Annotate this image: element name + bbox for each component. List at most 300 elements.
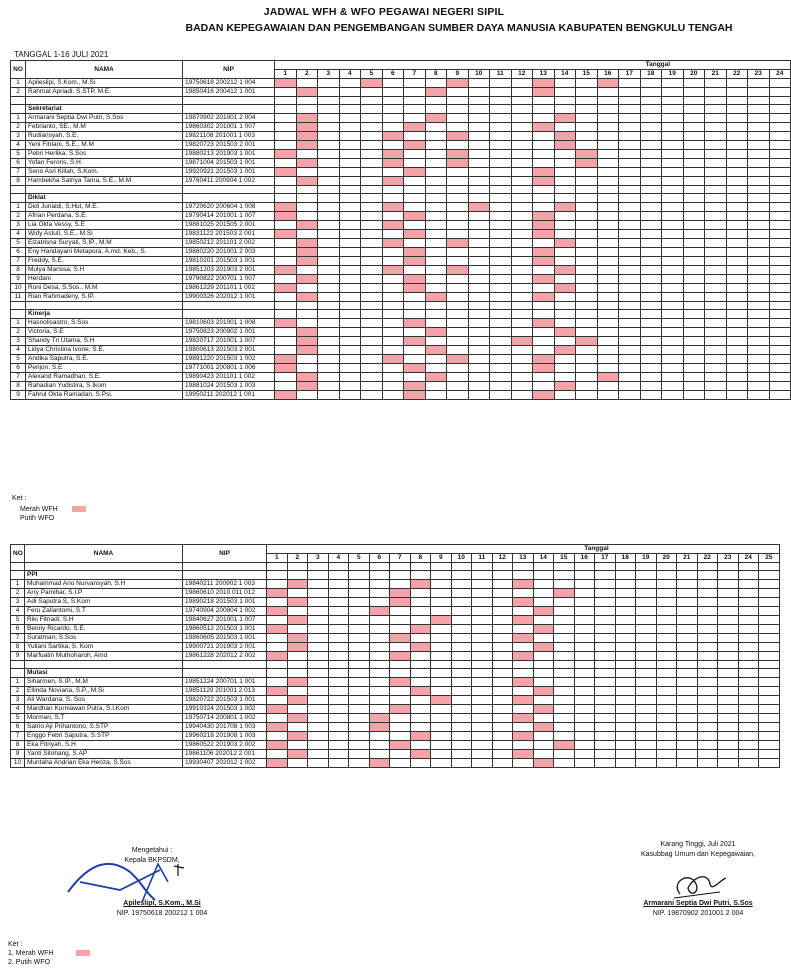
- day-cell-wfo: [759, 625, 780, 634]
- day-header: 20: [683, 70, 705, 79]
- day-cell-wfo: [490, 319, 512, 328]
- day-cell-wfo: [619, 293, 641, 302]
- day-cell-wfh: [533, 607, 554, 616]
- day-cell-wfo: [308, 750, 329, 759]
- table-row: [11, 759, 780, 768]
- day-cell-wfo: [296, 203, 318, 212]
- day-cell-wfo: [472, 732, 493, 741]
- day-cell-wfh: [513, 750, 534, 759]
- day-cell-wfo: [431, 750, 452, 759]
- day-cell-wfo: [619, 177, 641, 186]
- day-cell: [339, 186, 361, 194]
- day-cell-wfo: [468, 257, 490, 266]
- day-cell: [404, 105, 426, 114]
- day-cell-wfh: [390, 652, 411, 661]
- day-cell-wfo: [468, 159, 490, 168]
- day-cell: [472, 669, 493, 678]
- day-cell-wfo: [382, 382, 404, 391]
- day-cell-wfo: [296, 212, 318, 221]
- day-cell-wfh: [287, 696, 308, 705]
- day-cell-wfh: [267, 759, 288, 768]
- day-cell-wfo: [597, 257, 619, 266]
- day-cell-wfo: [308, 705, 329, 714]
- day-header: 21: [705, 70, 727, 79]
- day-cell-wfo: [490, 168, 512, 177]
- day-cell-wfo: [738, 759, 759, 768]
- row-number: 8: [11, 177, 26, 186]
- day-cell-wfo: [339, 373, 361, 382]
- day-cell-wfo: [554, 123, 576, 132]
- day-cell-wfo: [662, 364, 684, 373]
- day-cell-wfo: [318, 248, 340, 257]
- day-cell-wfo: [472, 714, 493, 723]
- day-cell: [296, 194, 318, 203]
- day-cell-wfh: [513, 580, 534, 589]
- table-row: [11, 319, 791, 328]
- day-cell-wfo: [287, 759, 308, 768]
- day-cell-wfo: [769, 79, 791, 88]
- day-cell: [267, 669, 288, 678]
- day-cell-wfo: [472, 652, 493, 661]
- day-cell: [574, 563, 595, 571]
- employee-name: Lia Okta Vessy, S.E: [26, 221, 183, 230]
- employee-name: Elzatrisna Suryati, S.IP., M.M: [26, 239, 183, 248]
- day-cell-wfo: [640, 159, 662, 168]
- day-cell-wfo: [318, 239, 340, 248]
- day-cell-wfo: [683, 319, 705, 328]
- day-cell-wfo: [576, 132, 598, 141]
- day-cell: [339, 310, 361, 319]
- day-cell: [390, 669, 411, 678]
- day-cell-wfo: [511, 88, 533, 97]
- day-cell-wfo: [662, 79, 684, 88]
- day-cell-wfo: [410, 741, 431, 750]
- day-cell-wfh: [554, 328, 576, 337]
- day-cell-wfo: [492, 687, 513, 696]
- day-cell: [382, 194, 404, 203]
- day-cell-wfo: [404, 346, 426, 355]
- day-cell-wfo: [619, 79, 641, 88]
- day-cell-wfo: [472, 643, 493, 652]
- employee-name: Rian Rahmadeny, S.IP.: [26, 293, 183, 302]
- day-cell-wfo: [490, 150, 512, 159]
- day-cell-wfo: [554, 355, 576, 364]
- day-cell-wfo: [748, 355, 770, 364]
- day-cell: [339, 194, 361, 203]
- day-cell-wfo: [328, 643, 349, 652]
- day-cell-wfo: [576, 212, 598, 221]
- day-cell: [533, 563, 554, 571]
- day-cell-wfo: [328, 580, 349, 589]
- day-cell-wfo: [662, 239, 684, 248]
- day-cell-wfo: [662, 168, 684, 177]
- day-cell-wfo: [554, 759, 575, 768]
- day-cell: [361, 302, 383, 310]
- day-cell: [595, 563, 616, 571]
- employee-nip: 19891220 201503 1 002: [183, 355, 275, 364]
- day-cell-wfh: [410, 580, 431, 589]
- day-cell-wfo: [511, 114, 533, 123]
- day-cell: [275, 105, 297, 114]
- table-row: [11, 355, 791, 364]
- day-cell-wfo: [697, 616, 718, 625]
- day-cell-wfh: [267, 723, 288, 732]
- day-cell-wfo: [410, 678, 431, 687]
- day-cell-wfh: [533, 275, 555, 284]
- day-cell-wfo: [275, 114, 297, 123]
- day-cell-wfo: [447, 364, 469, 373]
- employee-name: Enggo Febri Saputra, S.STP: [25, 732, 183, 741]
- day-cell: [656, 669, 677, 678]
- day-cell-wfo: [662, 212, 684, 221]
- day-cell-wfo: [769, 177, 791, 186]
- day-cell: [349, 571, 370, 580]
- day-cell-wfo: [390, 759, 411, 768]
- table-row: [11, 750, 780, 759]
- day-cell-wfo: [656, 714, 677, 723]
- day-cell-wfh: [382, 150, 404, 159]
- day-cell-wfo: [308, 687, 329, 696]
- day-cell-wfo: [308, 696, 329, 705]
- day-cell-wfo: [615, 589, 636, 598]
- day-cell-wfo: [748, 266, 770, 275]
- day-cell-wfo: [404, 373, 426, 382]
- table-row: [11, 293, 791, 302]
- day-cell: [369, 571, 390, 580]
- day-cell-wfo: [769, 355, 791, 364]
- day-cell-wfo: [431, 741, 452, 750]
- day-cell: [492, 571, 513, 580]
- day-cell-wfo: [425, 319, 447, 328]
- employee-nip: 19861228 202012 2 002: [183, 652, 267, 661]
- day-cell-wfo: [597, 159, 619, 168]
- day-cell-wfo: [619, 319, 641, 328]
- employee-nip: 19840627 201001 1 007: [183, 616, 267, 625]
- day-header: 4: [339, 70, 361, 79]
- day-cell: [492, 669, 513, 678]
- day-cell: [554, 669, 575, 678]
- day-cell-wfo: [595, 714, 616, 723]
- empty-cell: [11, 105, 26, 114]
- day-cell-wfo: [726, 293, 748, 302]
- day-cell-wfo: [339, 284, 361, 293]
- day-cell-wfo: [640, 212, 662, 221]
- day-cell-wfo: [318, 364, 340, 373]
- day-cell-wfo: [769, 391, 791, 400]
- employee-nip: 19900326 202012 1 001: [183, 293, 275, 302]
- day-cell-wfo: [382, 391, 404, 400]
- day-cell: [451, 661, 472, 669]
- day-cell-wfh: [554, 132, 576, 141]
- day-cell-wfo: [318, 275, 340, 284]
- day-cell-wfo: [361, 275, 383, 284]
- day-cell-wfo: [705, 141, 727, 150]
- day-cell-wfo: [705, 346, 727, 355]
- day-header: 6: [369, 554, 390, 563]
- day-cell-wfo: [447, 114, 469, 123]
- day-cell-wfo: [447, 203, 469, 212]
- day-cell-wfo: [410, 705, 431, 714]
- day-cell-wfo: [287, 723, 308, 732]
- empty-cell: [183, 669, 267, 678]
- legend-wfh-swatch: [72, 506, 86, 512]
- day-cell: [382, 105, 404, 114]
- day-cell: [662, 302, 684, 310]
- day-cell: [597, 194, 619, 203]
- day-cell-wfo: [677, 741, 698, 750]
- day-cell: [697, 571, 718, 580]
- day-cell: [769, 105, 791, 114]
- day-cell-wfo: [492, 678, 513, 687]
- row-number: 5: [11, 714, 25, 723]
- day-cell: [404, 310, 426, 319]
- day-cell-wfo: [619, 382, 641, 391]
- day-cell-wfo: [425, 239, 447, 248]
- day-header: 7: [390, 554, 411, 563]
- empty-cell: [11, 302, 26, 310]
- day-cell-wfo: [683, 159, 705, 168]
- day-cell-wfo: [275, 141, 297, 150]
- day-cell: [662, 105, 684, 114]
- day-cell-wfo: [308, 625, 329, 634]
- day-header: 3: [318, 70, 340, 79]
- day-header: 22: [697, 554, 718, 563]
- day-cell-wfo: [554, 337, 576, 346]
- day-cell-wfo: [490, 203, 512, 212]
- day-cell-wfo: [267, 696, 288, 705]
- col-header-nip: NIP: [183, 545, 267, 563]
- day-cell: [726, 97, 748, 105]
- day-cell-wfo: [275, 346, 297, 355]
- day-cell-wfo: [619, 150, 641, 159]
- day-cell-wfo: [287, 687, 308, 696]
- day-cell-wfo: [738, 714, 759, 723]
- employee-name: Eka Fitriyah, S.H: [25, 741, 183, 750]
- signature-right-role: Kasubbag Umum dan Kepegawaian,: [640, 851, 756, 858]
- section-title: PPI: [25, 571, 183, 580]
- day-cell-wfo: [718, 741, 739, 750]
- day-cell-wfo: [451, 580, 472, 589]
- day-cell-wfo: [554, 212, 576, 221]
- day-cell: [718, 669, 739, 678]
- day-cell-wfo: [339, 123, 361, 132]
- employee-nip: 19771001 200801 1 006: [183, 364, 275, 373]
- day-cell-wfo: [662, 337, 684, 346]
- row-number: 5: [11, 239, 26, 248]
- day-cell-wfo: [425, 132, 447, 141]
- day-cell-wfo: [447, 328, 469, 337]
- empty-cell: [11, 97, 26, 105]
- day-cell: [697, 669, 718, 678]
- day-cell: [748, 194, 770, 203]
- day-cell: [404, 186, 426, 194]
- day-cell-wfo: [472, 705, 493, 714]
- day-cell-wfo: [597, 364, 619, 373]
- table-row: [11, 328, 791, 337]
- day-cell-wfo: [615, 607, 636, 616]
- day-cell-wfo: [615, 696, 636, 705]
- day-cell-wfo: [705, 177, 727, 186]
- table-row: [11, 382, 791, 391]
- day-cell-wfo: [619, 88, 641, 97]
- row-number: 7: [11, 373, 26, 382]
- day-cell-wfh: [287, 678, 308, 687]
- day-cell-wfo: [490, 248, 512, 257]
- day-cell-wfo: [574, 678, 595, 687]
- day-cell-wfo: [511, 239, 533, 248]
- day-cell-wfh: [296, 132, 318, 141]
- day-cell-wfo: [683, 346, 705, 355]
- day-cell-wfh: [513, 652, 534, 661]
- day-cell-wfo: [533, 132, 555, 141]
- employee-nip: 19740904 200804 1 002: [183, 607, 267, 616]
- day-cell: [576, 97, 598, 105]
- day-cell-wfo: [554, 634, 575, 643]
- day-cell-wfo: [656, 589, 677, 598]
- day-cell-wfo: [662, 346, 684, 355]
- day-cell-wfo: [369, 705, 390, 714]
- day-cell-wfo: [554, 275, 576, 284]
- col-header-no: NO: [11, 545, 25, 563]
- day-cell-wfo: [369, 750, 390, 759]
- day-cell-wfo: [431, 759, 452, 768]
- table-row: [11, 696, 780, 705]
- day-cell-wfo: [662, 123, 684, 132]
- employee-nip: 19881024 201503 1 003: [183, 382, 275, 391]
- day-cell-wfo: [425, 248, 447, 257]
- day-cell-wfo: [636, 759, 657, 768]
- day-cell-wfo: [705, 391, 727, 400]
- row-number: 3: [11, 221, 26, 230]
- day-cell-wfo: [697, 643, 718, 652]
- day-header: 15: [554, 554, 575, 563]
- day-cell: [390, 563, 411, 571]
- day-cell-wfo: [615, 580, 636, 589]
- day-cell-wfo: [447, 373, 469, 382]
- employee-name: Febrianto, SE., M.M: [26, 123, 183, 132]
- row-number: 3: [11, 598, 25, 607]
- day-cell-wfo: [511, 150, 533, 159]
- day-cell-wfo: [683, 123, 705, 132]
- day-cell-wfo: [640, 328, 662, 337]
- day-cell-wfo: [615, 705, 636, 714]
- day-cell-wfo: [640, 373, 662, 382]
- employee-name: Mardhan Kurniawan Putra, S.I.Kom: [25, 705, 183, 714]
- day-cell-wfh: [511, 337, 533, 346]
- day-cell: [554, 186, 576, 194]
- day-cell-wfo: [339, 266, 361, 275]
- day-cell-wfo: [490, 212, 512, 221]
- day-cell-wfo: [490, 159, 512, 168]
- day-cell-wfo: [683, 293, 705, 302]
- day-cell-wfh: [513, 678, 534, 687]
- day-cell-wfo: [490, 328, 512, 337]
- day-cell-wfo: [425, 221, 447, 230]
- day-cell-wfo: [554, 696, 575, 705]
- day-cell-wfo: [404, 79, 426, 88]
- empty-cell: [183, 105, 275, 114]
- day-cell-wfh: [533, 723, 554, 732]
- day-cell-wfo: [769, 239, 791, 248]
- day-cell-wfo: [576, 266, 598, 275]
- day-cell-wfo: [662, 141, 684, 150]
- day-cell: [425, 194, 447, 203]
- day-cell-wfo: [677, 652, 698, 661]
- day-cell-wfo: [361, 114, 383, 123]
- day-cell-wfo: [308, 741, 329, 750]
- employee-nip: 19880213 201903 1 001: [183, 150, 275, 159]
- day-cell-wfo: [287, 625, 308, 634]
- day-cell: [576, 186, 598, 194]
- day-cell-wfo: [705, 337, 727, 346]
- day-cell-wfo: [738, 732, 759, 741]
- day-cell-wfo: [447, 177, 469, 186]
- day-cell-wfh: [447, 159, 469, 168]
- day-cell-wfo: [615, 643, 636, 652]
- day-cell: [410, 571, 431, 580]
- day-cell-wfo: [468, 132, 490, 141]
- day-cell: [683, 186, 705, 194]
- day-cell: [425, 97, 447, 105]
- day-cell-wfh: [554, 382, 576, 391]
- day-cell-wfo: [410, 696, 431, 705]
- day-cell-wfo: [447, 168, 469, 177]
- day-cell-wfo: [339, 364, 361, 373]
- day-cell: [597, 302, 619, 310]
- day-cell-wfo: [726, 346, 748, 355]
- day-cell-wfo: [361, 293, 383, 302]
- day-cell: [287, 669, 308, 678]
- day-cell-wfo: [662, 293, 684, 302]
- employee-nip: 19890423 201101 1 002: [183, 373, 275, 382]
- day-cell-wfo: [683, 275, 705, 284]
- day-cell-wfo: [513, 687, 534, 696]
- col-header-tanggal: Tanggal: [267, 545, 780, 554]
- day-cell-wfo: [595, 750, 616, 759]
- day-cell-wfo: [369, 643, 390, 652]
- day-cell: [431, 661, 452, 669]
- day-cell-wfo: [328, 616, 349, 625]
- day-cell-wfo: [705, 355, 727, 364]
- day-cell-wfo: [318, 391, 340, 400]
- day-cell-wfo: [748, 177, 770, 186]
- day-cell: [769, 186, 791, 194]
- day-cell-wfo: [738, 580, 759, 589]
- day-cell-wfo: [683, 150, 705, 159]
- day-cell-wfo: [451, 723, 472, 732]
- employee-nip: 19860522 201903 2 002: [183, 741, 267, 750]
- day-cell-wfh: [296, 221, 318, 230]
- day-cell-wfh: [404, 230, 426, 239]
- table-row: [11, 132, 791, 141]
- day-cell-wfo: [318, 177, 340, 186]
- day-cell-wfo: [533, 328, 555, 337]
- row-number: 8: [11, 643, 25, 652]
- day-cell-wfo: [677, 759, 698, 768]
- section-title: Sekretariat: [26, 105, 183, 114]
- day-cell: [308, 669, 329, 678]
- day-cell-wfo: [361, 248, 383, 257]
- day-cell-wfo: [318, 159, 340, 168]
- day-cell: [410, 669, 431, 678]
- day-header: 7: [404, 70, 426, 79]
- day-cell-wfo: [636, 696, 657, 705]
- row-number: 1: [11, 580, 25, 589]
- day-cell-wfh: [275, 319, 297, 328]
- day-cell: [431, 571, 452, 580]
- day-cell-wfo: [636, 741, 657, 750]
- day-cell: [468, 194, 490, 203]
